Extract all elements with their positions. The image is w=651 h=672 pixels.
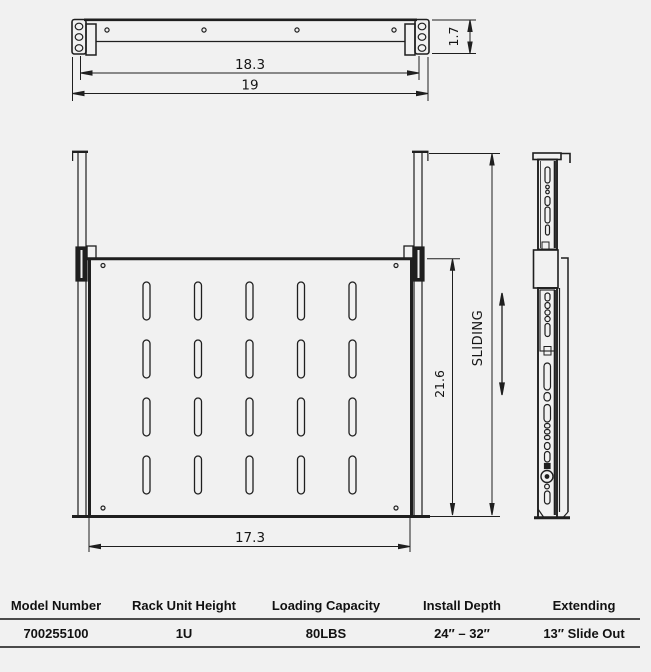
- shelf-slot: [246, 398, 253, 436]
- ear-hole: [75, 23, 83, 30]
- dim-arrow: [490, 504, 494, 516]
- shelf-screw-hole: [394, 264, 398, 268]
- cell-model-number: 700255100: [23, 625, 89, 641]
- dim-arrow: [81, 71, 93, 75]
- panel-hole: [392, 28, 396, 32]
- front-view: [72, 152, 504, 552]
- rail-slot: [545, 303, 550, 309]
- ear-hole: [75, 45, 83, 52]
- dim-arrow: [490, 154, 494, 166]
- shelf-slot: [298, 398, 305, 436]
- sliding-arrow: [500, 293, 504, 395]
- shelf-slot: [143, 340, 150, 378]
- arrow-up-head: [500, 293, 504, 305]
- shelf-slot: [143, 282, 150, 320]
- corner-tab-left: [87, 246, 96, 259]
- shelf-slot: [349, 398, 356, 436]
- ear-hole: [418, 23, 426, 30]
- arrow-down-head: [500, 383, 504, 395]
- cell-install-depth: 24″ – 32″: [434, 625, 490, 641]
- rail-slot: [545, 167, 550, 183]
- shelf-plate: [72, 259, 430, 517]
- shelf-slot: [349, 340, 356, 378]
- corner-tab-right: [404, 246, 413, 259]
- col-header-rack-unit-height: Rack Unit Height: [131, 597, 236, 613]
- dim-label-21-6: 21.6: [432, 370, 447, 398]
- flange-lip: [561, 154, 570, 164]
- hanger-rail-left: [72, 152, 88, 516]
- rail-slot-column: [541, 167, 553, 504]
- col-header-install-depth: Install Depth: [422, 597, 501, 613]
- dim-arrow: [408, 71, 420, 75]
- panel-hole: [295, 28, 299, 32]
- rail-stop-block: [545, 464, 551, 469]
- ear-bracket-right: [405, 24, 415, 55]
- vent-slot-grid: [143, 282, 356, 494]
- rail-slot: [545, 293, 550, 301]
- shelf-slot: [246, 282, 253, 320]
- spec-table: [0, 592, 640, 648]
- rail-slot: [545, 207, 550, 223]
- rear-rail: [560, 258, 569, 518]
- dim-arrow: [399, 544, 411, 548]
- rail-hole: [545, 484, 550, 489]
- rail-slot: [545, 443, 551, 450]
- flange-top: [533, 153, 561, 160]
- shelf-slot: [143, 398, 150, 436]
- shelf-slot: [298, 282, 305, 320]
- shelf-slot: [195, 456, 202, 494]
- rail-slot: [545, 491, 551, 504]
- shelf-slot: [195, 398, 202, 436]
- hanger-rail-right: [412, 152, 429, 516]
- panel-hole: [105, 28, 109, 32]
- inner-sleeve: [540, 290, 555, 351]
- rail-slot: [546, 225, 550, 235]
- col-header-model-number: Model Number: [10, 597, 102, 613]
- shelf-slot: [349, 456, 356, 494]
- rail-hole: [546, 190, 550, 194]
- dim-arrow: [468, 42, 472, 54]
- rail-slot: [545, 430, 551, 435]
- dimension-overall-height: [429, 154, 500, 517]
- clamp-block: [534, 250, 559, 288]
- top-view: [72, 20, 476, 102]
- spec-table-header-row: [0, 592, 640, 620]
- dim-label-1-7: 1.7: [446, 26, 461, 47]
- shelf-slot: [195, 282, 202, 320]
- rail-slot: [544, 393, 551, 402]
- dim-label-18-3: 18.3: [234, 57, 266, 73]
- side-view: [533, 153, 570, 518]
- rail-slot: [545, 197, 550, 206]
- dim-arrow: [89, 544, 101, 548]
- dim-arrow: [450, 504, 454, 516]
- dim-arrow: [468, 20, 472, 32]
- shelf-slot: [246, 456, 253, 494]
- shelf-slot: [298, 340, 305, 378]
- shelf-slot: [246, 340, 253, 378]
- shelf-slot: [298, 456, 305, 494]
- mounting-ear-right: [415, 20, 429, 55]
- rail-hole: [546, 185, 550, 189]
- sliding-label: SLIDING: [471, 309, 486, 367]
- rail-slot: [545, 324, 550, 337]
- panel-hole: [202, 28, 206, 32]
- ear-hole: [75, 34, 83, 41]
- shelf-screw-hole: [101, 264, 105, 268]
- dim-arrow: [417, 91, 429, 95]
- dim-arrow: [450, 259, 454, 271]
- rail-slot: [545, 424, 551, 429]
- rail-slot: [545, 452, 551, 463]
- spec-table-data-row: [0, 620, 640, 648]
- ear-hole: [418, 34, 426, 41]
- cell-rack-unit-height: 1U: [175, 625, 193, 641]
- col-header-loading-capacity: Loading Capacity: [271, 597, 381, 613]
- ear-bracket-left: [86, 24, 96, 55]
- shelf-slot: [143, 456, 150, 494]
- shelf-slot: [349, 282, 356, 320]
- rail-slot: [544, 405, 551, 423]
- shelf-slot: [195, 340, 202, 378]
- cell-extending: 13″ Slide Out: [543, 625, 625, 641]
- rail-hole: [545, 316, 550, 321]
- dim-label-19: 19: [241, 77, 259, 94]
- dim-arrow: [73, 91, 85, 95]
- dim-label-17-3: 17.3: [234, 530, 266, 546]
- cell-loading-capacity: 80LBS: [305, 625, 347, 641]
- rail-roller-pin: [545, 475, 549, 479]
- rail-slot: [544, 363, 551, 390]
- mounting-ear-left: [72, 20, 86, 55]
- shelf-screw-hole: [101, 506, 105, 510]
- rail-hole: [545, 310, 550, 315]
- rail-slot: [545, 436, 551, 440]
- col-header-extending: Extending: [552, 597, 616, 613]
- shelf-screw-hole: [394, 506, 398, 510]
- ear-hole: [418, 45, 426, 52]
